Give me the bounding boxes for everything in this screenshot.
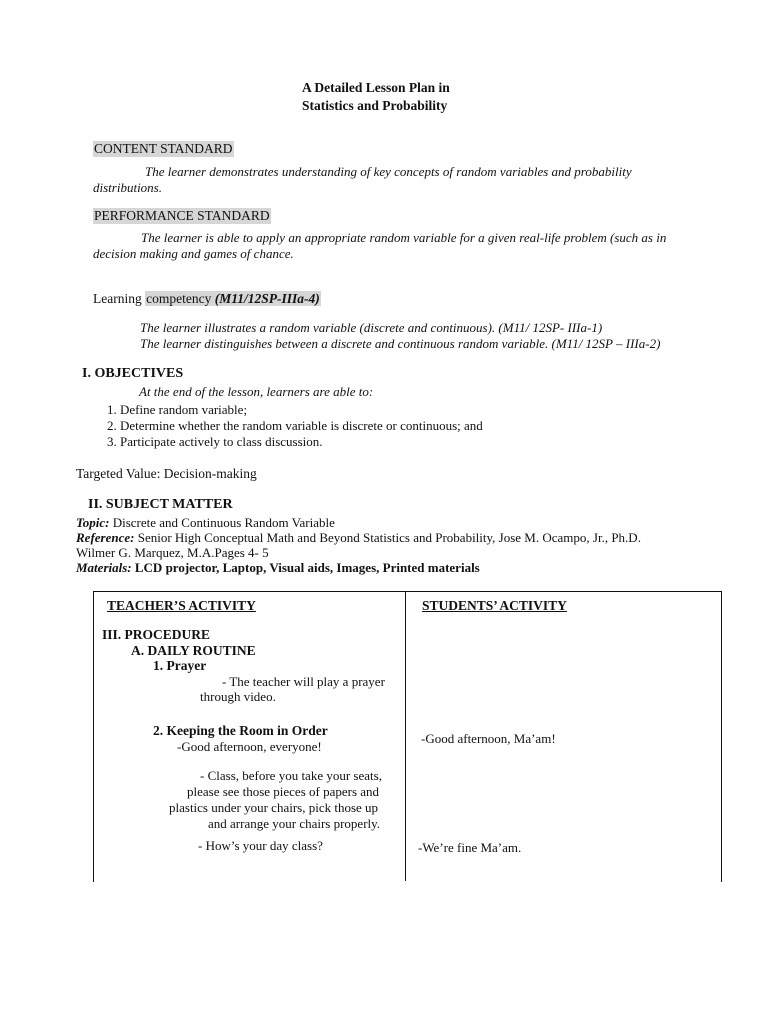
procedure-heading: III. PROCEDURE [102, 627, 211, 642]
prayer-text-1: - The teacher will play a prayer [222, 674, 385, 689]
reference-label: Reference: [76, 530, 135, 545]
students-activity-header: STUDENTS’ ACTIVITY [422, 598, 567, 613]
topic-line [76, 515, 335, 531]
learning-competency-item-2: The learner distinguishes between a discrete and continuous random variable. (M11/ 12SP – IIIa-2) [140, 336, 661, 351]
learning-competency-label-1: Learning [93, 291, 142, 306]
performance-standard-label: PERFORMANCE STANDARD [94, 208, 270, 223]
reference-line [76, 530, 641, 546]
class-instruction-1: - Class, before you take your seats, [200, 768, 382, 783]
learning-competency-code: (M11/12SP-IIIa-4) [214, 291, 320, 306]
performance-standard-text-2: decision making and games of chance. [93, 246, 294, 261]
prayer-text-2: through video. [200, 689, 276, 704]
learning-competency-label-2-text: competency [146, 291, 212, 306]
activity-table-divider [405, 591, 406, 881]
reference-value-2: Wilmer G. Marquez, M.A.Pages 4- 5 [76, 545, 269, 560]
title-line-1: A Detailed Lesson Plan in [302, 80, 450, 95]
reference-value-1: Senior High Conceptual Math and Beyond Statistics and Probability, Jose M. Ocampo, Jr., Ph.D. [137, 530, 641, 545]
class-instruction-3: plastics under your chairs, pick those up [169, 800, 379, 815]
objective-item-3: 3. Participate actively to class discussion. [107, 434, 323, 449]
targeted-value: Targeted Value: Decision-making [76, 466, 257, 481]
materials-line [76, 560, 480, 576]
class-instruction-2: please see those pieces of papers and [187, 784, 380, 799]
student-reply-greeting: -Good afternoon, Ma’am! [421, 731, 556, 746]
objective-item-2: 2. Determine whether the random variable is discrete or continuous; and [107, 418, 483, 433]
learning-competency-heading [93, 291, 321, 307]
room-order-heading: 2. Keeping the Room in Order [153, 723, 328, 738]
content-standard-text-1: The learner demonstrates understanding of key concepts of random variables and probability [145, 164, 632, 179]
content-standard-text-2: distributions. [93, 180, 162, 195]
daily-routine-heading: A. DAILY ROUTINE [131, 643, 256, 658]
teacher-greeting: -Good afternoon, everyone! [177, 739, 322, 754]
performance-standard-text-1: The learner is able to apply an appropriate random variable for a given real-life problem (such as in [141, 230, 667, 245]
class-instruction-4: and arrange your chairs properly. [208, 816, 381, 831]
objectives-intro: At the end of the lesson, learners are able to: [139, 384, 374, 399]
learning-competency-label-2 [145, 291, 321, 306]
subject-matter-heading: II. SUBJECT MATTER [88, 497, 233, 512]
materials-value: LCD projector, Laptop, Visual aids, Images, Printed materials [134, 560, 480, 575]
topic-value: Discrete and Continuous Random Variable [112, 515, 335, 530]
materials-label: Materials: [76, 560, 132, 575]
learning-competency-item-1: The learner illustrates a random variable (discrete and continuous). (M11/ 12SP- IIIa-1) [140, 320, 603, 335]
prayer-heading: 1. Prayer [153, 658, 207, 673]
teacher-how-day: - How’s your day class? [198, 838, 323, 853]
objective-item-1: 1. Define random variable; [107, 402, 248, 417]
objectives-heading: I. OBJECTIVES [82, 366, 184, 381]
content-standard-label: CONTENT STANDARD [94, 141, 233, 156]
student-reply-fine: -We’re fine Ma’am. [418, 840, 522, 855]
title-line-2: Statistics and Probability [302, 98, 448, 113]
topic-label: Topic: [76, 515, 110, 530]
teacher-activity-header: TEACHER’S ACTIVITY [107, 598, 256, 613]
